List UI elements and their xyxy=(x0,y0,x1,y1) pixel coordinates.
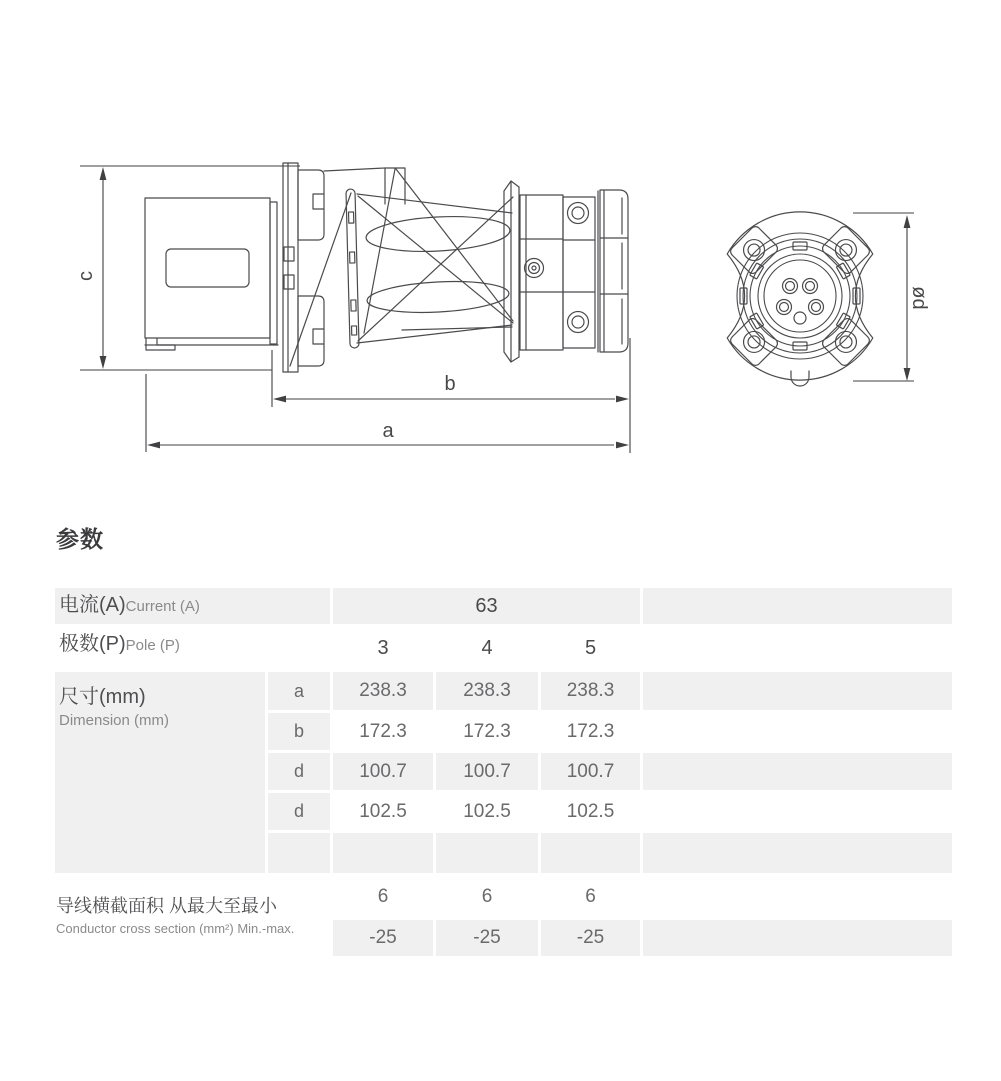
table-cell: 6 xyxy=(377,885,389,907)
empty-cell xyxy=(541,833,640,873)
dimension-label-a: a xyxy=(382,420,394,442)
current-label-zh: 电流(A) xyxy=(59,594,126,616)
filler-cell xyxy=(643,833,952,873)
current-value: 63 xyxy=(333,588,640,624)
dimension-label-p-diameter: pø xyxy=(907,286,929,310)
conductor-row-label xyxy=(55,876,330,956)
filler-cell xyxy=(643,753,952,790)
table-cell: 172.3 xyxy=(359,720,407,742)
pole-value: 5 xyxy=(584,636,597,659)
table-cell: 238.3 xyxy=(436,672,538,710)
dimension-label-zh: 尺寸(mm) xyxy=(59,686,146,708)
side-view-drawing xyxy=(145,163,628,372)
dimension-key: d xyxy=(268,753,330,790)
pole-row-label xyxy=(55,627,330,669)
section-title: 参数 xyxy=(56,526,104,552)
conductor-label-en: Conductor cross section (mm²) Min.-max. xyxy=(56,921,295,936)
filler-cell xyxy=(643,920,952,956)
front-view-drawing xyxy=(727,212,873,386)
parameter-table xyxy=(55,588,952,956)
conductor-label-zh: 导线横截面积 从最大至最小 xyxy=(56,896,277,916)
dimension-label-en: Dimension (mm) xyxy=(59,712,170,729)
filler-cell xyxy=(643,588,952,624)
dimension-label-b: b xyxy=(444,373,456,395)
table-cell: 100.7 xyxy=(541,753,640,790)
current-label-en: Current (A) xyxy=(125,598,200,615)
technical-drawing xyxy=(0,0,1001,505)
table-cell: 102.5 xyxy=(566,800,615,822)
dimension-key: d xyxy=(268,793,330,830)
table-cell: -25 xyxy=(541,920,640,956)
pole-label-zh: 极数(P) xyxy=(59,633,126,655)
empty-cell xyxy=(333,833,433,873)
pole-label-en: Pole (P) xyxy=(125,637,180,654)
table-cell: 6 xyxy=(585,885,596,907)
table-cell: 100.7 xyxy=(333,753,433,790)
table-cell: -25 xyxy=(436,920,538,956)
filler-cell xyxy=(643,672,952,710)
dimension-label-c: c xyxy=(75,271,97,281)
pole-value: 3 xyxy=(377,636,389,659)
empty-cell xyxy=(436,833,538,873)
current-row-label xyxy=(55,588,330,624)
table-cell: -25 xyxy=(333,920,433,956)
table-cell: 100.7 xyxy=(436,753,538,790)
pole-value: 4 xyxy=(481,636,493,659)
table-cell: 102.5 xyxy=(359,800,407,822)
table-cell: 172.3 xyxy=(463,720,511,742)
dimension-labels xyxy=(75,271,929,442)
dimension-key: a xyxy=(268,672,330,710)
table-cell: 6 xyxy=(481,885,493,907)
table-cell: 238.3 xyxy=(333,672,433,710)
empty-cell xyxy=(268,833,330,873)
table-cell: 102.5 xyxy=(463,800,511,822)
table-cell: 238.3 xyxy=(541,672,640,710)
dimension-row-label xyxy=(55,672,265,873)
dimension-key: b xyxy=(268,713,330,750)
table-cell: 172.3 xyxy=(566,720,615,742)
